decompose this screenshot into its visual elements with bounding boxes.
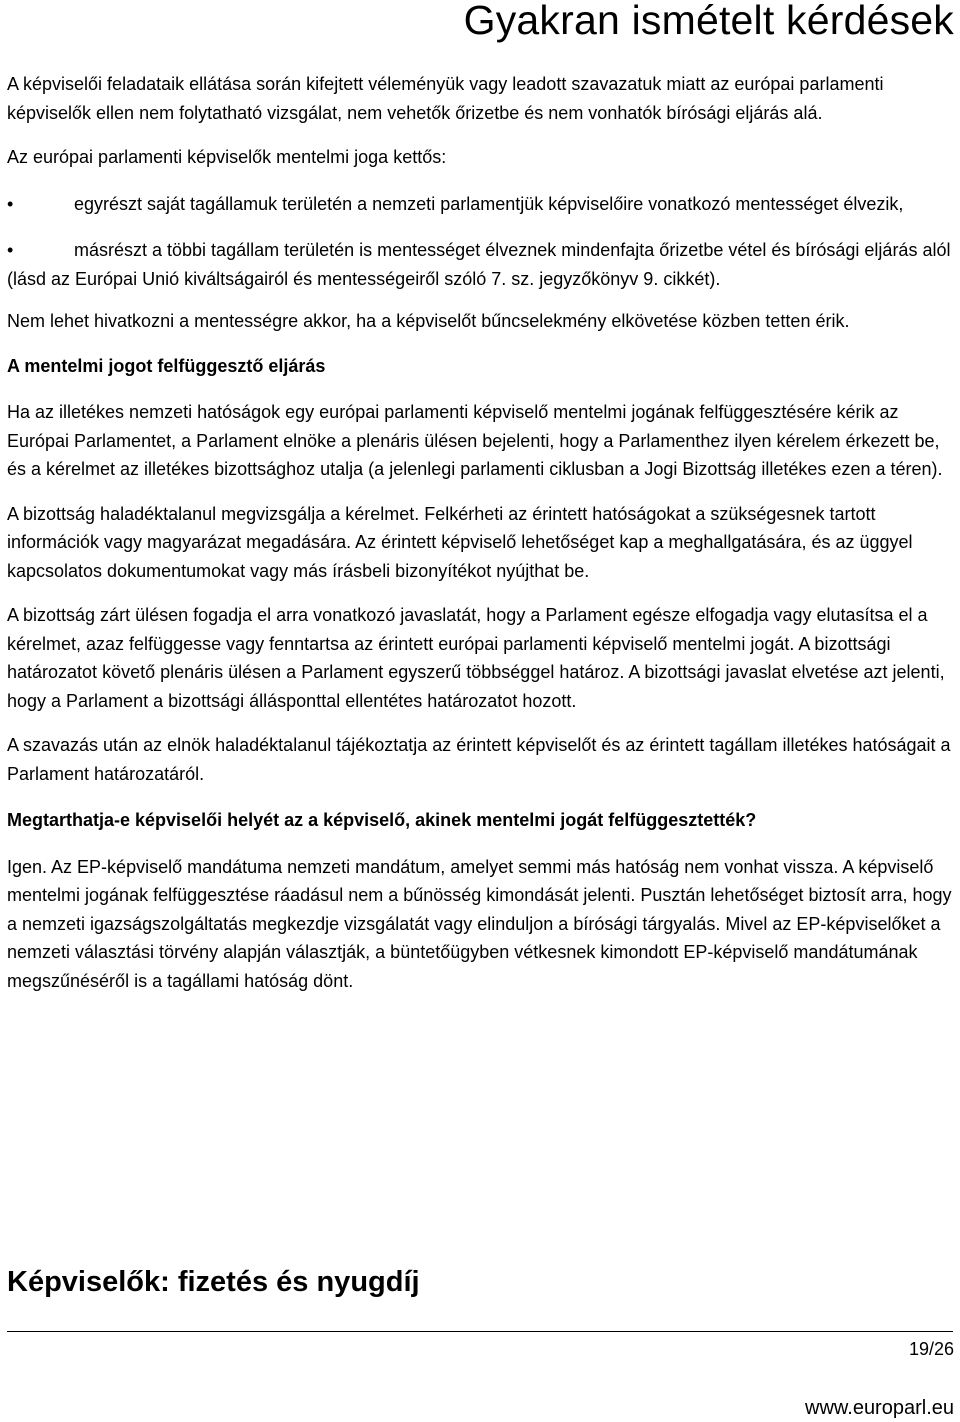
paragraph-committee-vote: A bizottság zárt ülésen fogadja el arra vonatkozó javaslatát, hogy a Parlament egésze elfogadja vagy elutasítsa el a kérelmet, azaz felfüggesse vagy fenntartsa az érintett európai parlamenti képviselő mentelmi jogát. A bizottsági határozatot követő plenáris ülésen a Parlament egyszerű többséggel határoz. A bizottsági javaslat elvetése azt jelenti, hogy a Parlament a bizottsági állásponttal ellentétes határozatot hozott. bbox=[7, 605, 945, 711]
section-title: Képviselők: fizetés és nyugdíj bbox=[7, 1266, 420, 1298]
page-title: Gyakran ismételt kérdések bbox=[463, 0, 954, 43]
heading-waiver-procedure: A mentelmi jogot felfüggesztő eljárás bbox=[7, 355, 326, 376]
bullet-text: másrészt a többi tagállam területén is mentességet élveznek mindenfajta őrizetbe vétel és bírósági eljárás alól (lásd az Európai Unió kiváltságairól és mentességeiről szóló 7. sz. jegyzőkönyv 9. cikkét). bbox=[7, 240, 951, 289]
bullet-item-national bbox=[7, 190, 953, 219]
paragraph-notification: A szavazás után az elnök haladéktalanul tájékoztatja az érintett képviselőt és az érintett tagállam illetékes hatóságait a Parlament határozatáról. bbox=[7, 735, 951, 784]
heading-keep-seat: Megtarthatja-e képviselői helyét az a képviselő, akinek mentelmi jogát felfüggesztették? bbox=[7, 810, 757, 830]
paragraph-flagrante: Nem lehet hivatkozni a mentességre akkor, ha a képviselőt bűncselekmény elkövetése közben tetten érik. bbox=[7, 311, 850, 331]
bullet-text: egyrészt saját tagállamuk területén a nemzeti parlamentjük képviselőire vonatkozó mentességet élvezik, bbox=[74, 193, 904, 214]
footer-divider bbox=[7, 1331, 953, 1332]
paragraph-mandate: Igen. Az EP-képviselő mandátuma nemzeti mandátum, amelyet semmi más hatóság nem vonhat vissza. A képviselő mentelmi jogának felfüggesztése ráadásul nem a bűnösség kimondását jelenti. Pusztán lehetőséget biztosít arra, hogy a nemzeti igazságszolgáltatás megkezdje vizsgálatát vagy elinduljon a bírósági tárgyalás. Mivel az EP-képviselőket a nemzeti választási törvény alapján választják, a büntetőügyben vétkesnek kimondott EP-képviselő mandátumának megszűnéséről is a tagállami hatóság dönt. bbox=[7, 856, 952, 991]
page-number: 19/26 bbox=[908, 1339, 954, 1359]
paragraph-immunity-intro: A képviselői feladataik ellátása során kifejtett véleményük vagy leadott szavazatuk miatt az európai parlamenti képviselők ellen nem folytatható vizsgálat, nem vehetők őrizetbe és nem vonhatók bírósági eljárás alá. bbox=[7, 74, 884, 123]
paragraph-request: Ha az illetékes nemzeti hatóságok egy európai parlamenti képviselő mentelmi jogának felfüggesztésére kérik az Európai Parlamentet, a Parlament elnöke a plenáris ülésen bejelenti, hogy a Parlamenthez ilyen kérelem érkezett be, és a kérelmet az illetékes bizottsághoz utalja (a jelenlegi parlamenti ciklusban a Jogi Bizottság illetékes ezen a téren). bbox=[7, 402, 943, 479]
document-body bbox=[7, 70, 953, 995]
paragraph-double-immunity: Az európai parlamenti képviselők mentelmi joga kettős: bbox=[7, 147, 447, 167]
site-link[interactable]: www.europarl.eu bbox=[805, 1397, 954, 1419]
bullet-symbol: • bbox=[7, 240, 14, 260]
bullet-symbol: • bbox=[7, 193, 14, 214]
paragraph-committee-exam: A bizottság haladéktalanul megvizsgálja a kérelmet. Felkérheti az érintett hatóságokat a szükségesnek tartott információk vagy magyarázat megadására. Az érintett képviselő lehetőséget kap a meghallgatására, és az üggyel kapcsolatos dokumentumokat vagy más írásbeli bizonyítékot nyújthat be. bbox=[7, 503, 913, 581]
bullet-item-other-states bbox=[7, 236, 953, 293]
